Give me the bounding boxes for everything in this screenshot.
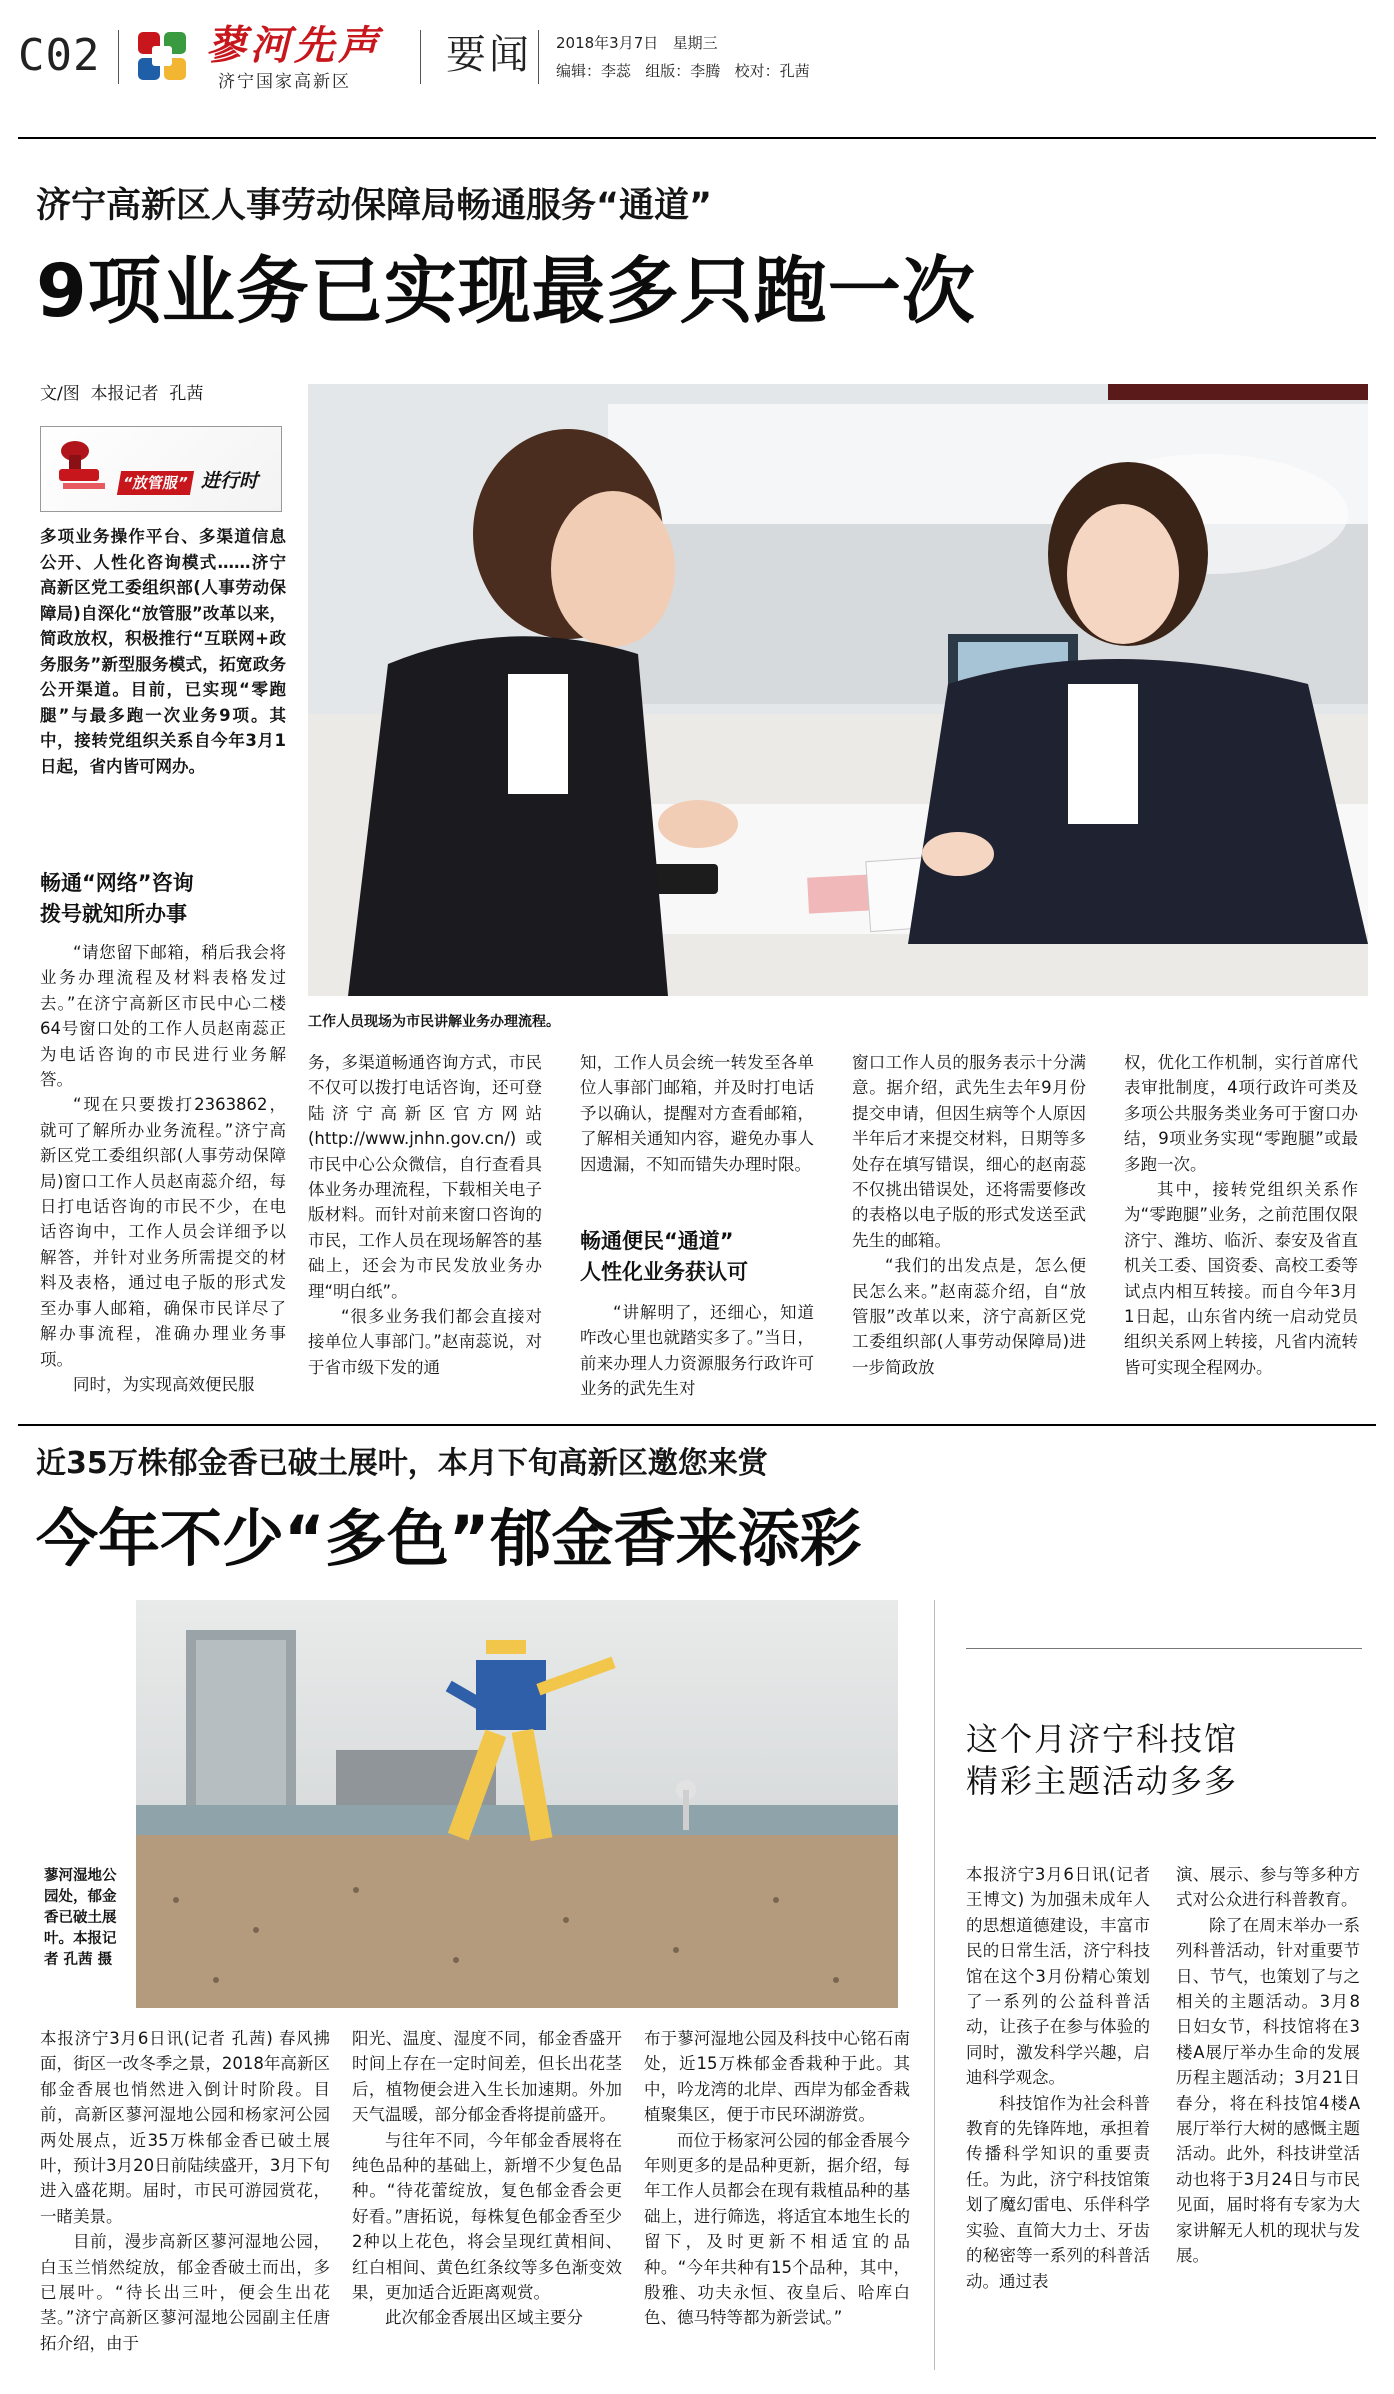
- article2-photo: [136, 1600, 898, 2008]
- article1-headline: 9项业务已实现最多只跑一次: [36, 249, 976, 334]
- article2-column-3: [644, 2026, 910, 2331]
- paragraph: 科技馆作为社会科普教育的先锋阵地，承担着传播科学知识的重要责任。为此，济宁科技馆策划了魔幻雷电、乐伴科学实验、直简大力士、牙齿的秘密等一系列的科普活动。通过表: [966, 2093, 1150, 2291]
- paragraph: 本报济宁3月6日讯(记者 孔茜) 春风拂面，街区一改冬季之景，2018年高新区郁金香展也悄然进入倒计时阶段。目前，高新区蓼河湿地公园和杨家河公园两处展点，近35万株郁金香已破土展叶，预计3月20日前陆续盛开，3月下旬进入盛花期。届时，市民可游园赏花，一睹美景。: [40, 2029, 330, 2226]
- article1-kicker: 济宁高新区人事劳动保障局畅通服务“通道”: [36, 186, 713, 226]
- article2-column-1: [40, 2026, 330, 2356]
- column-divider: [934, 1600, 935, 2370]
- paragraph: 除了在周末举办一系列科普活动，针对重要节日、节气，也策划了与之相关的主题活动。3月8日妇女节，科技馆将在3楼A展厅举办生命的发展历程主题活动；3月21日春分，将在科技馆4楼A展厅举行大树的感慨主题活动。此外，科技讲堂活动也将于3月24日与市民见面，届时将有专家为大家讲解无人机的现状与发展。: [1176, 1915, 1360, 2266]
- page-number: C02: [18, 30, 101, 81]
- paragraph: 务，多渠道畅通咨询方式，市民不仅可以拨打电话咨询，还可登陆济宁高新区官方网站(http://www.jnhn.gov.cn/)或市民中心公众微信，自行查看具体业务办理流程，下载相关电子版材料。而针对前来窗口咨询的市民，工作人员在现场解答的基础上，还会为市民发放业务办理“明白纸”。: [308, 1053, 542, 1301]
- article1-column-4: [852, 1050, 1086, 1380]
- paragraph: “讲解明了，还细心，知道咋改心里也就踏实多了。”当日，前来办理人力资源服务行政许可业务的武先生对: [580, 1303, 814, 1399]
- paragraph: 布于蓼河湿地公园及科技中心铭石南处，近15万株郁金香栽种于此。其中，吟龙湾的北岸、西岸为郁金香栽植聚集区，便于市民环湖游赏。: [644, 2029, 910, 2125]
- photo-scene: [308, 384, 1368, 996]
- article1-photo: [308, 384, 1368, 996]
- article1-subhead-1: 畅通“网络”咨询 拨号就知所办事: [40, 871, 194, 926]
- badge-label-right: 进行时: [201, 470, 259, 492]
- paragraph: 同时，为实现高效便民服: [73, 1374, 255, 1394]
- editor-credits: 编辑：李蕊 组版：李腾 校对：孔茜: [556, 62, 810, 80]
- article1-subhead-2: 畅通便民“通道” 人性化业务获认可: [580, 1229, 748, 1284]
- article1-column-2: [308, 1050, 542, 1380]
- section-name: 要闻: [446, 32, 532, 78]
- article2-column-2: [352, 2026, 622, 2331]
- article3-column-2: [1176, 1862, 1360, 2269]
- paper-name: 蓼河先声: [206, 22, 382, 69]
- lead-text: 多项业务操作平台、多渠道信息公开、人性化咨询模式……济宁高新区党工委组织部(人事劳动保障局)自深化“放管服”改革以来，简政放权，积极推行“互联网+政务服务”新型服务模式，拓宽政务公开渠道。目前，已实现“零跑腿”与最多跑一次业务9项。其中，接转党组织关系自今年3月1日起，省内皆可网办。: [40, 527, 286, 776]
- paragraph: 窗口工作人员的服务表示十分满意。据介绍，武先生去年9月份提交申请，但因生病等个人原因半年后才来提交材料，日期等多处存在填写错误，细心的赵南蕊不仅挑出错误处，还将需要修改的表格以电子版的形式发送至武先生的邮箱。: [852, 1053, 1086, 1250]
- issue-date: 2018年3月7日 星期三: [556, 34, 718, 52]
- paragraph: 权，优化工作机制，实行首席代表审批制度，4项行政许可类及多项公共服务类业务可于窗口办结，9项业务实现“零跑腿”或最多跑一次。: [1124, 1053, 1358, 1174]
- article2-photo-caption: 蓼河湿地公园处，郁金香已破土展叶。本报记者 孔茜 摄: [44, 1868, 117, 1968]
- article3-headline-line2: 精彩主题活动多多: [966, 1762, 1239, 1800]
- paper-logo-icon: [136, 30, 188, 82]
- article1-lead: [40, 524, 286, 779]
- masthead-divider: [420, 30, 421, 84]
- tulip-park-scene: [136, 1600, 898, 2008]
- article1-column-3b: [580, 1300, 814, 1402]
- paper-subtitle: 济宁国家高新区: [218, 72, 351, 92]
- paragraph: 目前，漫步高新区蓼河湿地公园，白玉兰悄然绽放，郁金香破土而出，多已展叶。“待长出三叶，便会生出花茎。”济宁高新区蓼河湿地公园副主任唐拓介绍，由于: [40, 2232, 330, 2353]
- article2-kicker: 近35万株郁金香已破土展叶，本月下旬高新区邀您来赏: [36, 1446, 768, 1481]
- masthead-divider: [538, 30, 539, 84]
- paragraph: 与往年不同，今年郁金香展将在纯色品种的基础上，新增不少复色品种。“待花蕾绽放，复色郁金香会更好看。”唐拓说，每株复色郁金香至少2种以上花色，将会呈现红黄相间、红白相间、黄色红条纹等多色渐变效果，更加适合近距离观赏。: [352, 2130, 622, 2303]
- paragraph: 而位于杨家河公园的郁金香展今年则更多的是品种更新，据介绍，每年工作人员都会在现有栽植品种的基础上，进行筛选，将适宜本地生长的留下，及时更新不相适宜的品种。“今年共种有15个品种，其中，殷雅、功夫永恒、夜皇后、哈库白色、德马特等都为新尝试。”: [644, 2130, 910, 2328]
- badge-label-left: “放管服”: [117, 471, 194, 495]
- article-divider: [18, 1424, 1376, 1426]
- paragraph: “请您留下邮箱，稍后我会将业务办理流程及材料表格发过去。”在济宁高新区市民中心二楼64号窗口处的工作人员赵南蕊正为电话咨询的市民进行业务解答。: [40, 943, 286, 1090]
- article1-column-3: [580, 1050, 814, 1177]
- fangguanfu-badge: [40, 426, 282, 512]
- paragraph: 阳光、温度、湿度不同，郁金香盛开时间上存在一定时间差，但长出花茎后，植物便会进入生长加速期。外加天气温暖，部分郁金香将提前盛开。: [352, 2029, 622, 2125]
- paragraph: “现在只要拨打2363862，就可了解所办业务流程。”济宁高新区党工委组织部(人事劳动保障局)窗口工作人员赵南蕊介绍，每日打电话咨询的市民不少，在电话咨询中，工作人员会详细予以解答，并针对业务所需提交的材料及表格，通过电子版的形式发至办事人邮箱，确保市民详尽了解办事流程，准确办理业务事项。: [40, 1095, 286, 1369]
- paragraph: 此次郁金香展出区域主要分: [385, 2308, 583, 2328]
- article1-column-5: [1124, 1050, 1358, 1380]
- paragraph: 演、展示、参与等多种方式对公众进行科普教育。: [1176, 1865, 1360, 1910]
- article3-top-rule: [966, 1648, 1362, 1649]
- article2-headline: 今年不少“多色”郁金香来添彩: [36, 1502, 862, 1575]
- article1-column-1: [40, 940, 286, 1397]
- article1-byline: 文/图 本报记者 孔茜: [40, 384, 204, 404]
- masthead-rule: [18, 137, 1376, 139]
- article3-column-1: [966, 1862, 1150, 2294]
- article1-photo-caption: 工作人员现场为市民讲解业务办理流程。: [308, 1014, 560, 1030]
- masthead-divider: [118, 30, 119, 84]
- paragraph: 知，工作人员会统一转发至各单位人事部门邮箱，并及时打电话予以确认，提醒对方查看邮箱，了解相关通知内容，避免办事人因遗漏，不知而错失办理时限。: [580, 1053, 814, 1174]
- paragraph: “很多业务我们都会直接对接单位人事部门。”赵南蕊说，对于省市级下发的通: [308, 1307, 542, 1377]
- paragraph: 其中，接转党组织关系作为“零跑腿”业务，之前范围仅限济宁、潍坊、临沂、泰安及省直机关工委、国资委、高校工委等试点内相互转接。而自今年3月1日起，山东省内统一启动党员组织关系网上转接，凡省内流转皆可实现全程网办。: [1124, 1180, 1358, 1377]
- paragraph: “我们的出发点是，怎么便民怎么来。”赵南蕊介绍，自“放管服”改革以来，济宁高新区党工委组织部(人事劳动保障局)进一步简政放: [852, 1256, 1086, 1377]
- stamp-icon: [55, 437, 109, 493]
- article3-headline-line1: 这个月济宁科技馆: [966, 1720, 1239, 1758]
- paragraph: 本报济宁3月6日讯(记者 王博文) 为加强未成年人的思想道德建设，丰富市民的日常生活，济宁科技馆在这个3月份精心策划了一系列的公益科普活动，让孩子在参与体验的同时，激发科学兴趣，启迪科学观念。: [966, 1865, 1150, 2088]
